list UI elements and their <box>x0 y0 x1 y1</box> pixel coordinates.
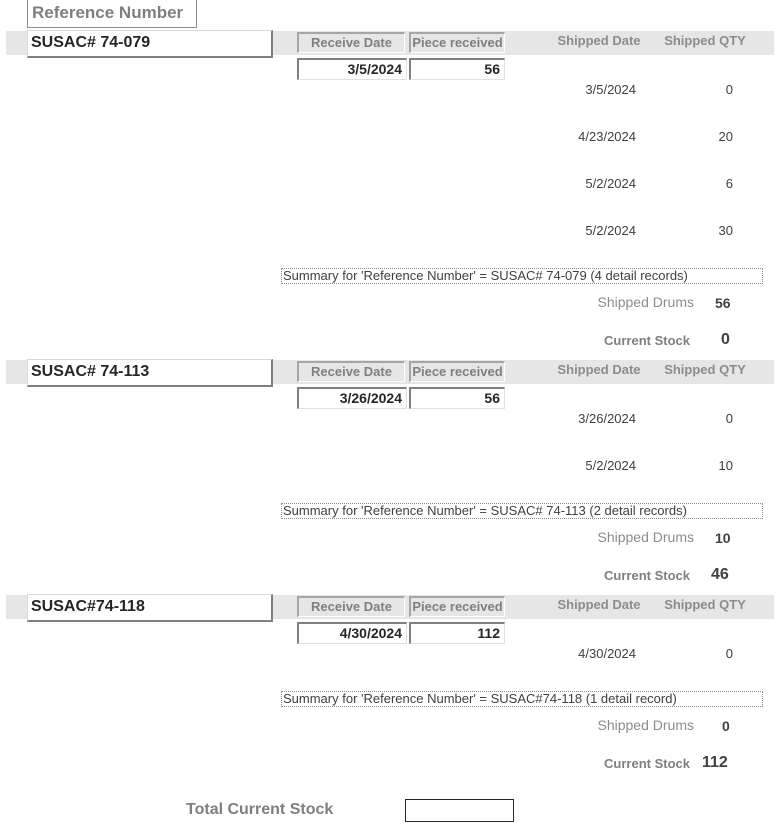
current-stock-label: Current Stock <box>604 333 690 348</box>
shipped-drums-label: Shipped Drums <box>597 529 694 545</box>
shipped-date-cell: 4/23/2024 <box>578 129 636 144</box>
group-summary: Summary for 'Reference Number' = SUSAC# 74-079 (4 detail records) <box>281 268 763 284</box>
group-summary: Summary for 'Reference Number' = SUSAC# 74-113 (2 detail records) <box>281 503 763 519</box>
piece-received-value[interactable]: 112 <box>409 622 505 644</box>
receive-date-header: Receive Date <box>297 596 405 617</box>
shipped-drums-label: Shipped Drums <box>597 717 694 733</box>
receive-date-header: Receive Date <box>297 361 405 382</box>
shipped-qty-cell: 20 <box>718 129 733 144</box>
shipped-drums-value: 10 <box>715 530 731 546</box>
shipped-date-cell: 5/2/2024 <box>585 458 636 473</box>
shipped-qty-header: Shipped QTY <box>664 597 746 612</box>
shipped-date-header: Shipped Date <box>557 362 641 377</box>
shipped-date-cell: 5/2/2024 <box>585 176 636 191</box>
shipped-drums-value: 0 <box>722 718 730 734</box>
reference-number-field[interactable]: SUSAC#74-118 <box>27 594 273 622</box>
shipped-qty-cell: 30 <box>718 223 733 238</box>
shipped-date-header: Shipped Date <box>557 33 641 48</box>
shipped-drums-label: Shipped Drums <box>597 294 694 310</box>
piece-received-header: Piece received <box>409 361 505 382</box>
shipped-qty-header: Shipped QTY <box>664 33 746 48</box>
shipped-date-cell: 5/2/2024 <box>585 223 636 238</box>
receive-date-value[interactable]: 3/26/2024 <box>297 387 407 409</box>
receive-date-value[interactable]: 3/5/2024 <box>297 58 407 80</box>
shipped-qty-cell: 0 <box>725 646 733 661</box>
total-current-stock-field[interactable] <box>405 799 514 822</box>
shipped-date-header: Shipped Date <box>557 597 641 612</box>
piece-received-value[interactable]: 56 <box>409 58 505 80</box>
piece-received-header: Piece received <box>409 596 505 617</box>
current-stock-label: Current Stock <box>604 756 690 771</box>
shipped-qty-header: Shipped QTY <box>664 362 746 377</box>
current-stock-value: 112 <box>702 754 728 771</box>
piece-received-value[interactable]: 56 <box>409 387 505 409</box>
reference-number-field[interactable]: SUSAC# 74-079 <box>27 30 273 58</box>
current-stock-label: Current Stock <box>604 568 690 583</box>
reference-number-field[interactable]: SUSAC# 74-113 <box>27 359 273 387</box>
shipped-qty-cell: 6 <box>725 176 733 191</box>
shipped-qty-cell: 0 <box>725 411 733 426</box>
reference-number-header: Reference Number <box>27 0 197 28</box>
shipped-qty-cell: 10 <box>718 458 733 473</box>
receive-date-value[interactable]: 4/30/2024 <box>297 622 407 644</box>
shipped-date-cell: 3/5/2024 <box>585 82 636 97</box>
total-current-stock-label: Total Current Stock <box>186 801 334 818</box>
group-summary: Summary for 'Reference Number' = SUSAC#74-118 (1 detail record) <box>281 691 763 707</box>
shipped-qty-cell: 0 <box>725 82 733 97</box>
current-stock-value: 46 <box>711 566 729 583</box>
piece-received-header: Piece received <box>409 32 505 53</box>
receive-date-header: Receive Date <box>297 32 405 53</box>
shipped-date-cell: 3/26/2024 <box>578 411 636 426</box>
current-stock-value: 0 <box>721 331 730 348</box>
shipped-date-cell: 4/30/2024 <box>578 646 636 661</box>
shipped-drums-value: 56 <box>715 295 731 311</box>
